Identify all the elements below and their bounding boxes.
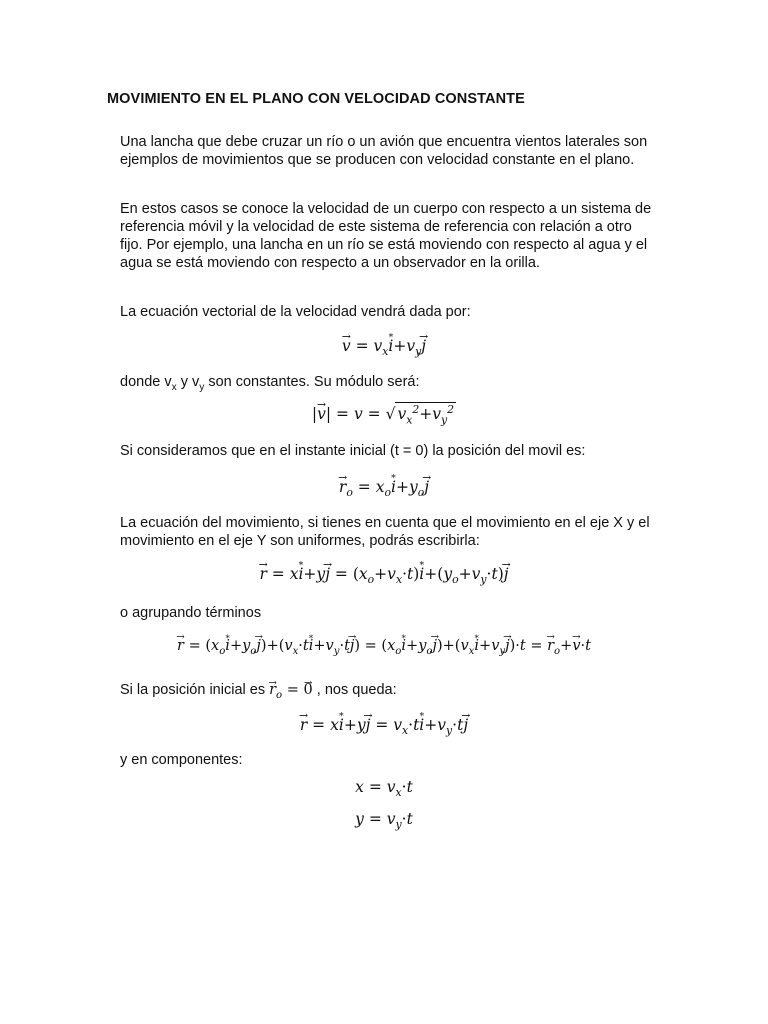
paragraph-velocity-intro: La ecuación vectorial de la velocidad vendrá dada por: [120,304,471,320]
paragraph-constants [120,373,655,397]
text-fragment: donde v [120,374,172,390]
equation-component-y: $y = v_y\cdot t$ [355,810,413,832]
paragraph-reference-systems: En estos casos se conoce la velocidad de un cuerpo con respecto a un sistema de referencia móvil y la velocidad de este sistema de referencia con relación a otro fijo. Por ejemplo, una lancha en un río se está moviendo con respecto al agua y el agua se está moviendo con respecto a un observador en la orilla. [120,201,652,271]
subscript: y [199,381,205,393]
paragraph-motion-equation: La ecuación del movimiento, si tienes en cuenta que el movimiento en el eje X y el movimiento en el eje Y son uniformes, podrás escribirla: [120,515,650,549]
equation-initial-position: → $r_o = x_o*$ $i+y_o\to j$ [0,478,768,499]
paragraph-components: y en componentes: [120,752,243,768]
paragraph-intro: Una lancha que debe cruzar un río o un avión que encuentra vientos laterales son ejemplos de movimientos que se producen con velocidad constante en el plano. [120,134,648,168]
paragraph-grouping: o agrupando términos [120,605,262,621]
document-title: MOVIMIENTO EN EL PLANO CON VELOCIDAD CONSTANTE [107,91,525,107]
equation-motion-origin: → r = x* $i+y\to j = v_x\cdot t*$ $i+v_y\cdot t\to j$ [0,716,768,737]
paragraph-initial-zero [120,681,655,705]
equation-grouped: → $r = (x_o*$ $i+y_o\to j)+(v_x\cdot t*$ $i+v_y\cdot t\to j) = (x_o*$ $i+y_o\to j)+(v_x*$ $i+v_y\to j)\cdot t$ = → $r_o+\to v\cdot t$ [0,638,768,657]
equation-velocity-modulus: |→ v| = v = √ $v_x^2+v_y^2$ [0,402,768,426]
inline-equation: → $r_o$ = → 0 [269,682,313,698]
equation-motion: → r = x* $i+y\to j = (x_o+v_x\cdot t)*$ $i+(y_o+v_y\cdot t)\to j$ [0,565,768,586]
equation-velocity-vector: → $v = v_x*$ $i+v_y\to j$ [0,337,768,358]
text-fragment: son constantes. Su módulo será: [204,374,420,390]
text-fragment: Si la posición inicial es [120,682,266,698]
paragraph-initial-position: Si consideramos que en el instante inicial (t = 0) la posición del movil es: [120,443,586,459]
equation-component-x: $x = v_x\cdot t$ [355,778,413,800]
text-fragment: , nos queda: [316,682,397,698]
text-fragment: y v [176,374,200,390]
subscript: x [171,381,177,393]
